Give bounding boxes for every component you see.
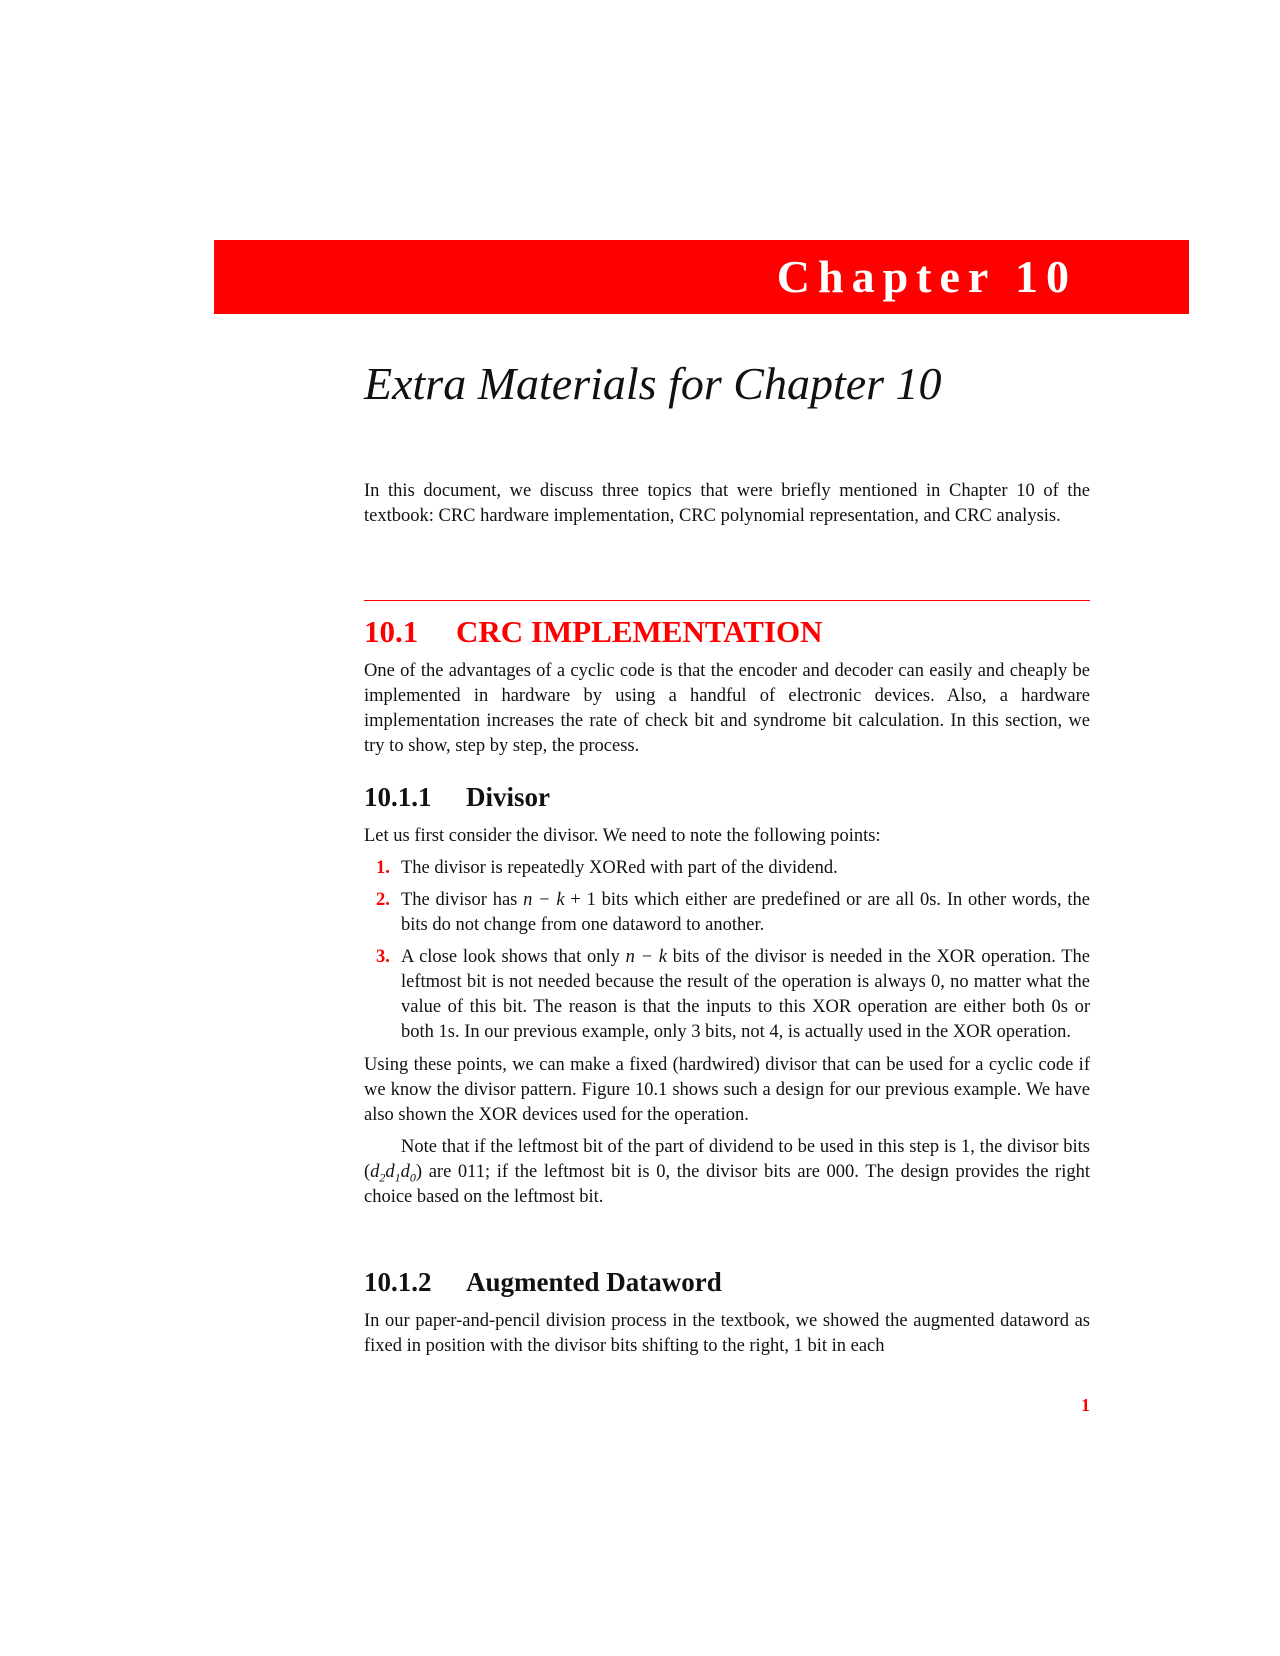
subsection-title: Divisor xyxy=(466,782,550,812)
section-body xyxy=(364,659,1090,759)
math-d2 xyxy=(370,1162,416,1185)
math-var: d xyxy=(400,1162,410,1182)
augmented-dataword-body xyxy=(364,1309,1090,1359)
section-divider xyxy=(364,600,1090,601)
list-item-text: A close look shows that only xyxy=(401,947,626,967)
section-number: 10.1 xyxy=(364,614,419,649)
paragraph-text: ) are 011; if the leftmost bit is 0, the divisor bits are 000. The design provides the right choice based on the leftmost bit. xyxy=(364,1162,1090,1207)
section-title: CRC IMPLEMENTATION xyxy=(456,614,823,649)
list-item-text: + 1 bits which either are predefined or are all 0s. In other words, the bits do not change from one dataword to another. xyxy=(401,890,1090,935)
subsection-heading-augmented-dataword xyxy=(364,1265,722,1299)
hardwired-divisor-paragraph: Using these points, we can make a fixed (hardwired) divisor that can be used for a cyclic code if we know the divisor pattern. Figure 10.1 shows such a design for our previous example. We have also shown the XOR devices used for the operation. xyxy=(364,1055,1090,1125)
divisor-lead-paragraph: Let us first consider the divisor. We need to note the following points: xyxy=(364,826,881,846)
list-item xyxy=(364,888,1090,938)
math-subscript: 2 xyxy=(379,1170,386,1185)
subsection-title: Augmented Dataword xyxy=(466,1267,722,1297)
intro-block xyxy=(364,479,1090,529)
intro-paragraph: In this document, we discuss three topics that were briefly mentioned in Chapter 10 of the textbook: CRC hardware implementation, CRC polynomial representation, and CRC analysis. xyxy=(364,481,1090,526)
math-expression: n − k xyxy=(523,890,565,910)
math-var: d xyxy=(385,1162,395,1182)
list-item xyxy=(364,945,1090,1045)
math-var: d xyxy=(370,1162,380,1182)
subsection-number: 10.1.1 xyxy=(364,782,432,812)
divisor-points-list xyxy=(364,856,1090,1045)
list-marker: 2. xyxy=(376,890,390,910)
list-item-text: The divisor is repeatedly XORed with part of the dividend. xyxy=(401,858,838,878)
document-title: Extra Materials for Chapter 10 xyxy=(364,358,942,409)
list-marker: 3. xyxy=(376,947,390,967)
list-marker: 1. xyxy=(376,858,390,878)
section-heading xyxy=(364,612,823,652)
augmented-dataword-paragraph: In our paper-and-pencil division process in the textbook, we showed the augmented dataword as fixed in position with the divisor bits shifting to the right, 1 bit in each xyxy=(364,1311,1090,1356)
chapter-label: Chapter 10 xyxy=(776,251,1077,302)
math-subscript: 0 xyxy=(409,1170,416,1185)
list-item-text: The divisor has xyxy=(401,890,524,910)
divisor-bits-paragraph xyxy=(364,1135,1090,1210)
math-expression: n − k xyxy=(625,947,668,967)
subsection-number: 10.1.2 xyxy=(364,1267,432,1297)
chapter-banner xyxy=(214,240,1189,314)
paragraph-text: Note that if the leftmost bit of the part of dividend to be used in this step is 1, the divisor bits ( xyxy=(364,1137,1090,1182)
section-paragraph: One of the advantages of a cyclic code is that the encoder and decoder can easily and cheaply be implemented in hardware by using a handful of electronic devices. Also, a hardware implementation increases the rate of check bit and syndrome bit calculation. In this section, we try to show, step by step, the process. xyxy=(364,661,1090,756)
list-item-text: bits of the divisor is needed in the XOR operation. The leftmost bit is not needed because the result of the operation is always 0, no matter what the value of this bit. The reason is that the inputs to this XOR operation are either both 0s or both 1s. In our previous example, only 3 bits, not 4, is actually used in the XOR operation. xyxy=(401,947,1090,1042)
page-number: 1 xyxy=(1081,1395,1090,1415)
subsection-heading-divisor xyxy=(364,780,550,814)
math-subscript: 1 xyxy=(394,1170,401,1185)
divisor-body xyxy=(364,824,1090,1210)
list-item xyxy=(364,856,1090,881)
